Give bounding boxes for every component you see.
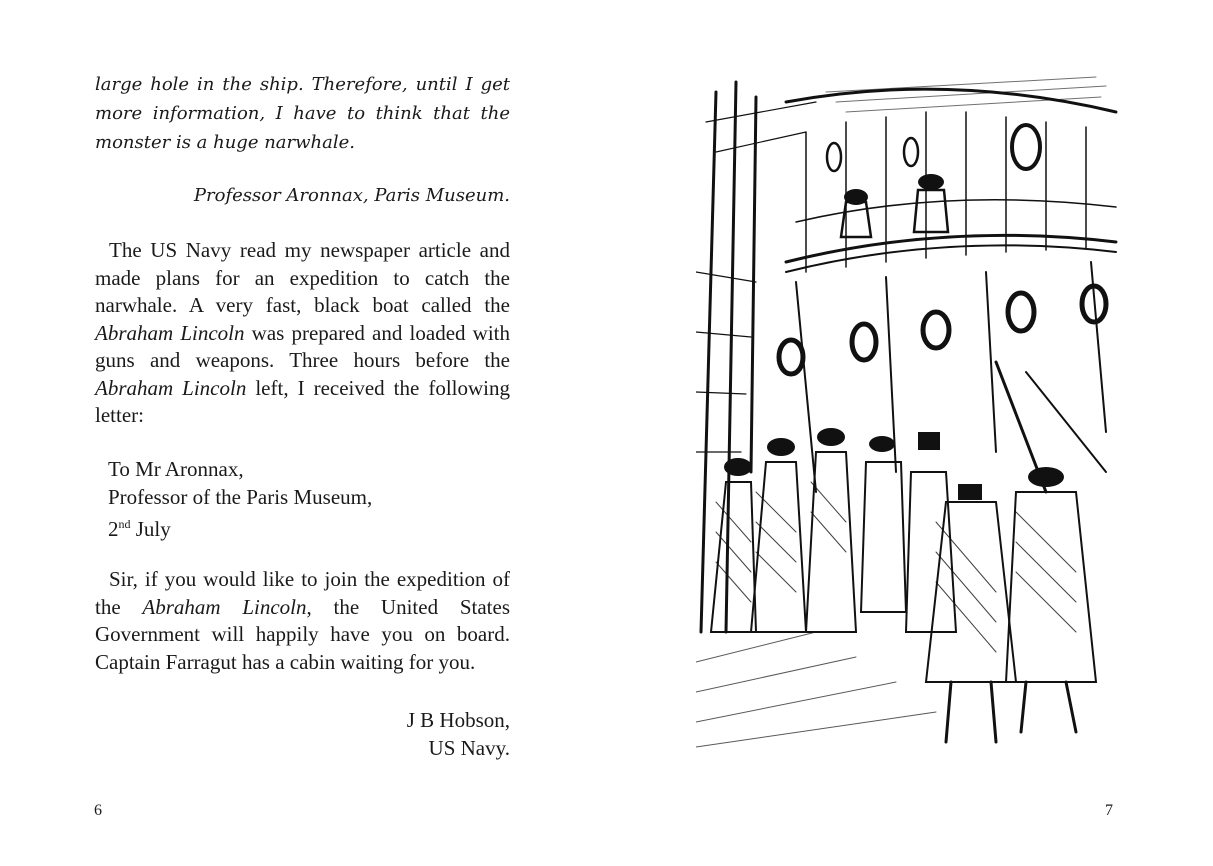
body-paragraph xyxy=(95,237,510,430)
letter-header xyxy=(108,456,523,544)
ship-name: Abraham Lincoln xyxy=(95,375,247,400)
paragraph-text-b: was prepared and loaded with guns and weapons. Three hours before the xyxy=(95,320,510,372)
letter-title: Professor of the Paris Museum, xyxy=(108,484,373,509)
signature-text: Professor Aronnax, Paris Museum. xyxy=(193,185,510,206)
italic-paragraph xyxy=(95,70,510,157)
signature-aronnax xyxy=(95,182,510,210)
ship-name: Abraham Lincoln xyxy=(142,594,307,619)
paragraph-text: large hole in the ship. Therefore, until I get more information, I have to think that the monster is a huge narwhale. xyxy=(95,74,510,153)
letter-date: 2nd July xyxy=(108,517,171,541)
paragraph-text-c: left, I received the following letter: xyxy=(95,375,510,427)
signature-org: US Navy. xyxy=(428,736,510,760)
signature-hobson xyxy=(95,706,510,762)
letter-to: To Mr Aronnax, xyxy=(108,457,244,481)
ship-name: Abraham Lincoln xyxy=(95,320,245,345)
page-number: 7 xyxy=(1105,802,1113,819)
paragraph-text-a: Sir, if you would like to join the expedition of the xyxy=(95,567,510,619)
ship-deck-illustration xyxy=(696,72,1126,752)
letter-body xyxy=(95,566,510,676)
page-number: 6 xyxy=(94,802,102,819)
right-page xyxy=(606,0,1213,866)
paragraph-text-b: , the United States Government will happily have you on board. Captain Farragut has a cabin waiting for you. xyxy=(95,594,510,674)
left-page xyxy=(0,0,606,866)
paragraph-text-a: The US Navy read my newspaper article and made plans for an expedition to catch the narwhale. A very fast, black boat called the xyxy=(95,238,510,317)
signature-name: J B Hobson, xyxy=(406,708,510,732)
